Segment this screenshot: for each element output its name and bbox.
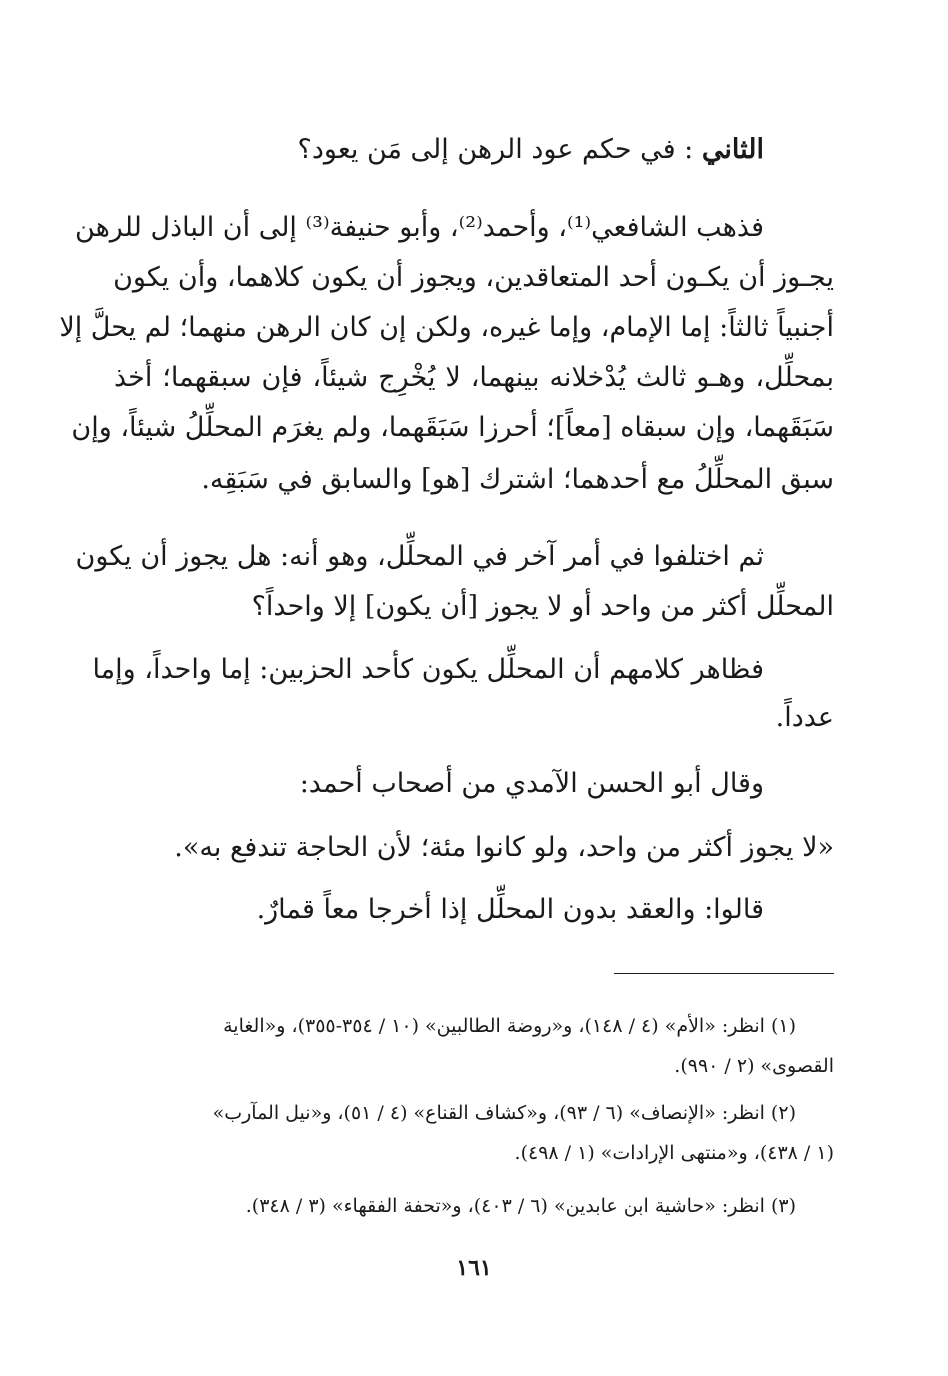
footnote-3-line-1: (٣) انظر: «حاشية ابن عابدين» (٦ / ٤٠٣)، و«تحفة الفقهاء» (٣ / ٣٤٨). bbox=[245, 1195, 796, 1217]
footnote-separator bbox=[614, 973, 834, 974]
footnote-1-line-2: القصوى» (٢ / ٩٩٠). bbox=[674, 1055, 834, 1077]
quotation-line: «لا يجوز أكثر من واحد، ولو كانوا مئة؛ لأن الحاجة تندفع به». bbox=[174, 832, 834, 863]
paragraph-1-line-6: سبق المحلِّلُ مع أحدهما؛ اشترك [هو] والسابق في سَبَقِه. bbox=[201, 464, 834, 495]
footnote-2-line-2: (١ / ٤٣٨)، و«منتهى الإرادات» (١ / ٤٩٨). bbox=[514, 1142, 834, 1164]
paragraph-1-line-2: يجـوز أن يكـون أحد المتعاقدين، ويجوز أن يكون كلاهما، وأن يكون bbox=[113, 262, 834, 293]
footnote-1-line-1: (١) انظر: «الأم» (٤ / ١٤٨)، و«روضة الطالبين» (١٠ / ٣٥٤-٣٥٥)، و«الغاية bbox=[223, 1015, 796, 1037]
paragraph-1-line-1: فذهب الشافعي⁽¹⁾، وأحمد⁽²⁾، وأبو حنيفة⁽³⁾ إلى أن الباذل للرهن bbox=[75, 212, 764, 243]
footnote-2-line-1: (٢) انظر: «الإنصاف» (٦ / ٩٣)، و«كشاف القناع» (٤ / ٥١)، و«نيل المآرب» bbox=[212, 1102, 796, 1124]
section-heading bbox=[114, 128, 764, 172]
paragraph-1-line-3: أجنبياً ثالثاً: إما الإمام، وإما غيره، ولكن إن كان الرهن منهما؛ لم يحلَّ إلا bbox=[59, 312, 834, 343]
paragraph-6-line-1: قالوا: والعقد بدون المحلِّل إذا أخرجا معاً قمارٌ. bbox=[256, 894, 764, 925]
paragraph-1-line-4: بمحلِّل، وهـو ثالث يُدْخلانه بينهما، لا يُخْرِج شيئاً، فإن سبقهما؛ أخذ bbox=[114, 362, 834, 393]
paragraph-1-line-5: سَبَقَهما، وإن سبقاه [معاً]؛ أحرزا سَبَقَهما، ولم يغرَم المحلِّلُ شيئاً، وإن bbox=[71, 412, 834, 443]
paragraph-2-line-2: المحلِّل أكثر من واحد أو لا يجوز [أن يكون] إلا واحداً؟ bbox=[251, 591, 834, 622]
page-number: ١٦١ bbox=[456, 1255, 492, 1281]
paragraph-3-line-1: فظاهر كلامهم أن المحلِّل يكون كأحد الحزبين: إما واحداً، وإما bbox=[92, 654, 764, 685]
paragraph-3-line-2: عدداً. bbox=[775, 702, 834, 733]
heading-text: : في حكم عود الرهن إلى مَن يعود؟ bbox=[297, 134, 694, 165]
heading-label: الثاني bbox=[701, 134, 764, 165]
paragraph-4-line-1: وقال أبو الحسن الآمدي من أصحاب أحمد: bbox=[299, 768, 764, 799]
paragraph-2-line-1: ثم اختلفوا في أمر آخر في المحلِّل، وهو أنه: هل يجوز أن يكون bbox=[75, 541, 764, 572]
